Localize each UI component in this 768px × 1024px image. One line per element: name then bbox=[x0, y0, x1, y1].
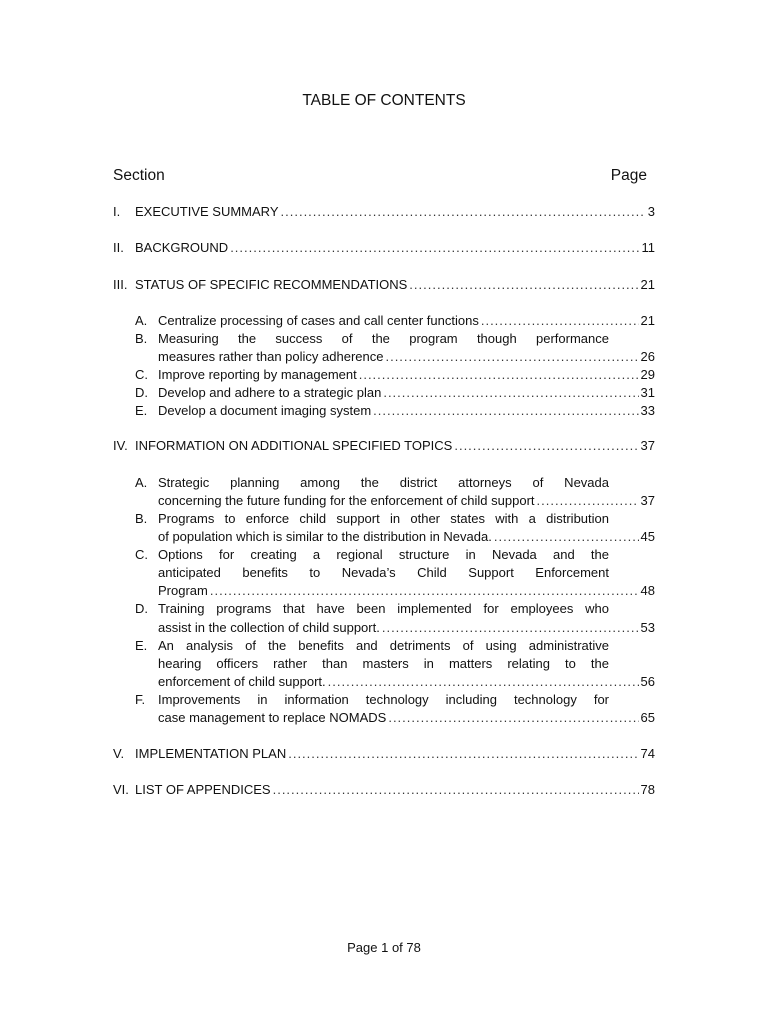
dot-leader bbox=[385, 348, 638, 366]
toc-entry-section-5[interactable] bbox=[113, 745, 655, 763]
toc-entry-section-4[interactable] bbox=[113, 437, 655, 455]
page-number: 21 bbox=[640, 313, 655, 328]
section-number: II. bbox=[113, 240, 124, 255]
toc-subentry-4c[interactable] bbox=[158, 582, 655, 600]
section-number: V. bbox=[113, 746, 125, 761]
sub-letter: B. bbox=[135, 331, 148, 346]
dot-leader bbox=[382, 619, 639, 637]
section-number: VI. bbox=[113, 782, 129, 797]
toc-subentry-3c[interactable] bbox=[135, 366, 655, 384]
page-number: 33 bbox=[640, 403, 655, 418]
toc-subentry-4d[interactable] bbox=[158, 619, 655, 637]
section-number: IV. bbox=[113, 438, 128, 453]
dot-leader bbox=[328, 673, 639, 691]
page-number: 78 bbox=[640, 782, 655, 797]
page-number: 29 bbox=[640, 367, 655, 382]
dot-leader bbox=[494, 528, 639, 546]
dot-leader bbox=[373, 402, 638, 420]
toc-subentry-4b[interactable] bbox=[158, 528, 655, 546]
sub-title: Develop and adhere to a strategic plan bbox=[158, 385, 382, 400]
page-number: 37 bbox=[640, 493, 655, 508]
page-column-header: Page bbox=[610, 167, 647, 184]
page-number: 53 bbox=[640, 620, 655, 635]
section-title: LIST OF APPENDICES bbox=[135, 782, 271, 797]
sub-letter: D. bbox=[135, 385, 148, 400]
toc-subentry-3e[interactable] bbox=[135, 402, 655, 420]
dot-leader bbox=[273, 781, 639, 799]
sub-title-line: anticipated benefits to Nevada’s Child Support Enforcement bbox=[158, 565, 609, 580]
sub-title: Develop a document imaging system bbox=[158, 403, 372, 418]
sub-title-line: of population which is similar to the distribution in Nevada. bbox=[158, 529, 492, 544]
toc-subentry-3d[interactable] bbox=[135, 384, 655, 402]
toc-subentry-3a[interactable] bbox=[135, 312, 655, 330]
page-title: TABLE OF CONTENTS bbox=[302, 92, 466, 109]
page-number: 11 bbox=[641, 240, 655, 255]
sub-title-line: assist in the collection of child support. bbox=[158, 620, 380, 635]
toc-subentry-4a[interactable] bbox=[158, 492, 655, 510]
section-title: BACKGROUND bbox=[135, 240, 229, 255]
sub-letter: E. bbox=[135, 638, 148, 653]
sub-letter: F. bbox=[135, 692, 146, 707]
sub-title-line: Program bbox=[158, 583, 208, 598]
toc-entry-section-6[interactable] bbox=[113, 781, 655, 799]
toc-entry-section-3[interactable] bbox=[113, 276, 655, 294]
sub-title-line: An analysis of the benefits and detriments of using administrative bbox=[158, 638, 609, 653]
toc-entry-section-2[interactable] bbox=[113, 239, 655, 257]
sub-title-line: measures rather than policy adherence bbox=[158, 349, 384, 364]
dot-leader bbox=[383, 384, 638, 402]
sub-letter: C. bbox=[135, 367, 148, 382]
sub-letter: C. bbox=[135, 547, 148, 562]
page-number: 26 bbox=[640, 349, 655, 364]
section-number: I. bbox=[113, 204, 121, 219]
sub-title: Centralize processing of cases and call center functions bbox=[158, 313, 479, 328]
dot-leader bbox=[230, 239, 639, 257]
page-number: 56 bbox=[640, 674, 655, 689]
sub-title-line: Measuring the success of the program though performance bbox=[158, 331, 609, 346]
sub-title: Improve reporting by management bbox=[158, 367, 357, 382]
toc-entry-section-1[interactable] bbox=[113, 203, 655, 221]
sub-title-line: enforcement of child support. bbox=[158, 674, 326, 689]
toc-subentry-3b[interactable] bbox=[158, 348, 655, 366]
sub-title-line: Improvements in information technology including technology for bbox=[158, 692, 609, 707]
page-number: 45 bbox=[640, 529, 655, 544]
section-title: INFORMATION ON ADDITIONAL SPECIFIED TOPICS bbox=[135, 438, 453, 453]
dot-leader bbox=[288, 745, 638, 763]
page-number: 37 bbox=[640, 438, 655, 453]
sub-title-line: Training programs that have been implemented for employees who bbox=[158, 601, 609, 616]
sub-letter: A. bbox=[135, 475, 148, 490]
section-column-header: Section bbox=[113, 167, 165, 184]
sub-title-line: Strategic planning among the district attorneys of Nevada bbox=[158, 475, 609, 490]
dot-leader bbox=[537, 492, 639, 510]
toc-subentry-4e[interactable] bbox=[158, 673, 655, 691]
page-footer: Page 1 of 78 bbox=[347, 940, 421, 955]
dot-leader bbox=[359, 366, 639, 384]
section-number: III. bbox=[113, 277, 128, 292]
section-title: EXECUTIVE SUMMARY bbox=[135, 204, 279, 219]
dot-leader bbox=[281, 203, 646, 221]
page-number: 31 bbox=[640, 385, 655, 400]
sub-title-line: hearing officers rather than masters in matters relating to the bbox=[158, 656, 609, 671]
sub-title-line: Programs to enforce child support in other states with a distribution bbox=[158, 511, 609, 526]
page-number: 74 bbox=[640, 746, 655, 761]
page-number: 48 bbox=[640, 583, 655, 598]
sub-title-line: Options for creating a regional structure in Nevada and the bbox=[158, 547, 609, 562]
section-title: STATUS OF SPECIFIC RECOMMENDATIONS bbox=[135, 277, 408, 292]
dot-leader bbox=[388, 709, 638, 727]
sub-title-line: concerning the future funding for the enforcement of child support bbox=[158, 493, 535, 508]
page-number: 3 bbox=[647, 204, 655, 219]
section-title: IMPLEMENTATION PLAN bbox=[135, 746, 287, 761]
sub-letter: B. bbox=[135, 511, 148, 526]
sub-letter: A. bbox=[135, 313, 148, 328]
dot-leader bbox=[454, 437, 638, 455]
sub-letter: E. bbox=[135, 403, 148, 418]
page-number: 65 bbox=[640, 710, 655, 725]
sub-title-line: case management to replace NOMADS bbox=[158, 710, 387, 725]
dot-leader bbox=[409, 276, 638, 294]
dot-leader bbox=[481, 312, 639, 330]
page-number: 21 bbox=[640, 277, 655, 292]
toc-subentry-4f[interactable] bbox=[158, 709, 655, 727]
sub-letter: D. bbox=[135, 601, 148, 616]
dot-leader bbox=[210, 582, 639, 600]
